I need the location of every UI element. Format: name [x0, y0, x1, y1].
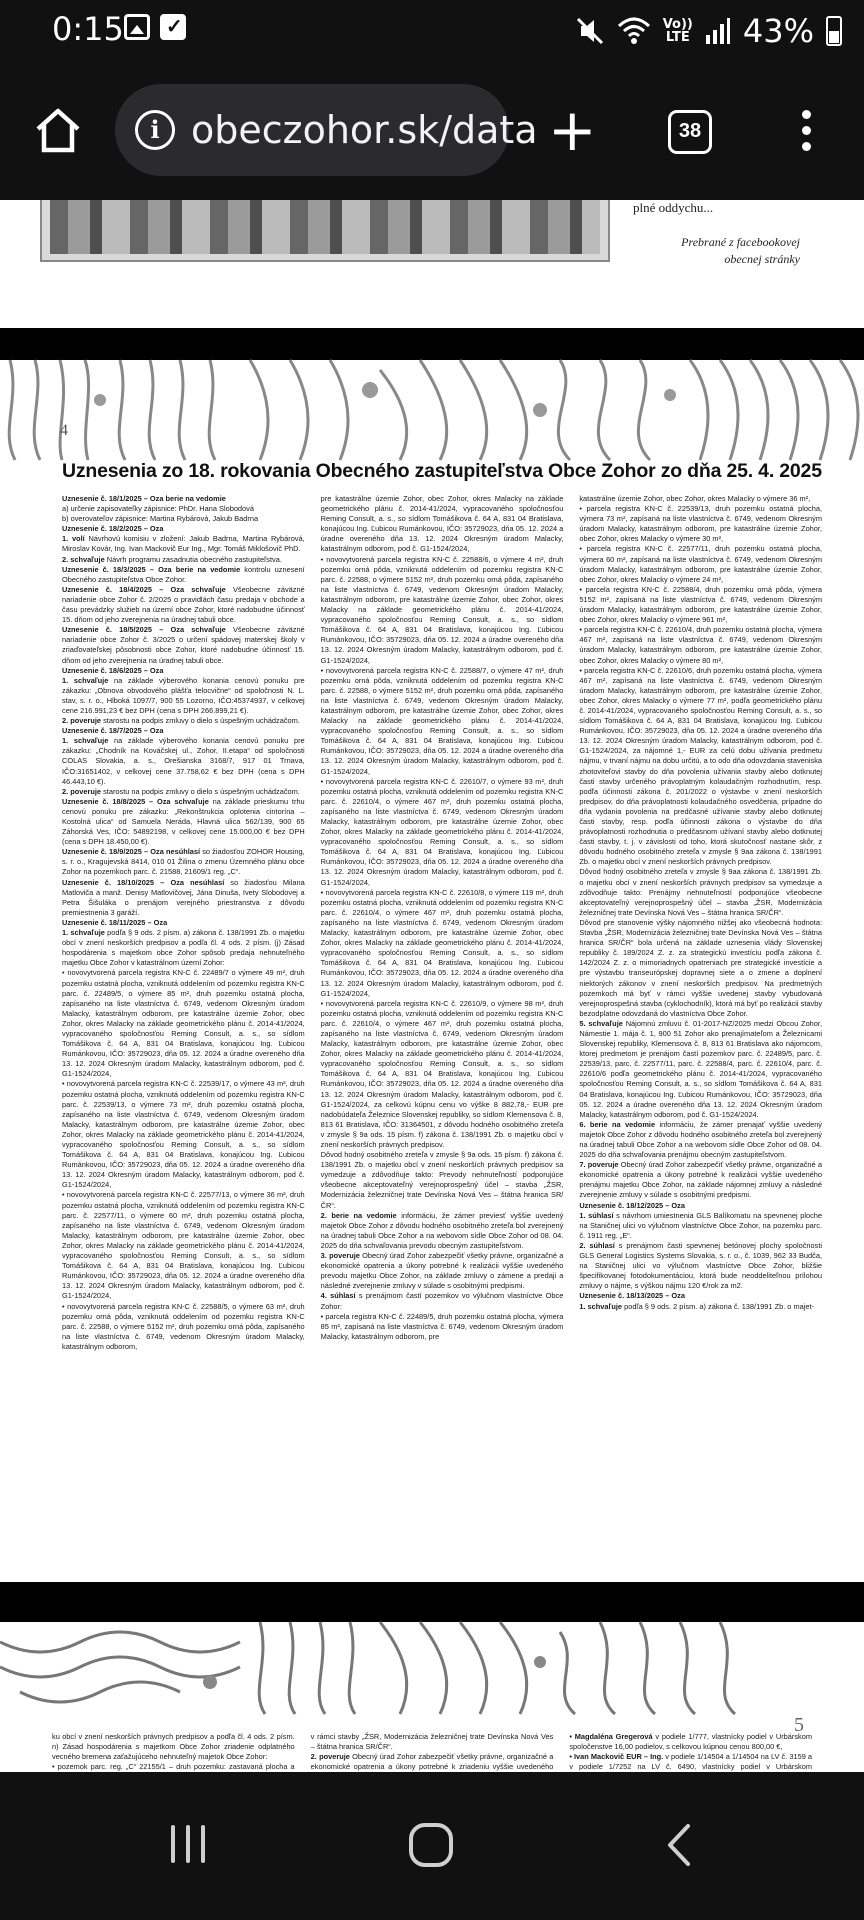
paragraph-bold: Uznesenie č. 18/8/2025 – Oza schvaľuje	[62, 796, 209, 806]
paragraph-text: • parcela registra KN-C č. 22539/13, druh pozemku ostatná plocha, výmera 73 m², zapísaná na liste vlastníctva č. 6749, vedenom Okresným úradom Malacky, katastrálnym odborom, pre katastrálne územie Zohor, obec Zohor, okres Malacky o výmere 30 m²,	[579, 504, 823, 544]
paragraph	[62, 968, 305, 1079]
paragraph	[62, 494, 305, 504]
paragraph-text: so žiadosťou Milana Matloviča a manž. Denisy Matlovičovej, Jána Dinuša, Ivety Slobodovej a Petra Šišuláka o prenájom verejného priestranstva z dôvodu premiestnenia 3 garáží.	[62, 877, 305, 917]
paragraph-text: s návrhom umiestnenia GLS Balíkomatu na spevnenej ploche na Staničnej ulici vo výlučnom vlastníctve Obce Zohor, na pozemku parc. č. 1911 reg. „E“.	[579, 1210, 823, 1240]
paragraph-bold: Uznesenie č. 18/6/2025 – Oza	[62, 665, 164, 675]
paragraph-bold: 5. schvaľuje	[579, 1018, 623, 1028]
article-column-1	[62, 494, 305, 1566]
paragraph-text: Návrh programu zasadnutia obecného zastupiteľstva.	[104, 554, 282, 564]
paragraph-bold: 1. schvaľuje	[62, 675, 109, 685]
paragraph-text: Dôvod hodný osobitného zreteľa v zmysle § 9aa zákona č. 138/1991 Zb. o majetku obcí v znení neskorších právnych predpisov sa vymedzuje a zdôvodňuje takto: Prenájmy nehnuteľností podporujúce všeobecne akceptovateľný verejnoprospešný účel – stavba „ŽSR, Modernizácia železničnej trate Devínska Nová Ves – štátna hranica SR/ČR“.	[579, 867, 823, 917]
battery-icon	[826, 16, 842, 46]
paragraph	[62, 1302, 305, 1352]
paragraph-bold: Uznesenie č. 18/9/2025 – Oza nesúhlasí	[62, 847, 201, 857]
paragraph	[62, 736, 305, 786]
paragraph	[62, 555, 305, 565]
paragraph-text: Obecný úrad Zohor zabezpečiť všetky právne, organizačné a ekonomické opatrenia a úkony potrebné k realizácii vyššie uvedeného prenájmu majetku Obce Zohor, na základe nájomnej zmluvy a následné zverejnenie zmluvy v súlade s osobitnými predpismi.	[579, 1160, 823, 1200]
paragraph	[579, 1291, 822, 1301]
paragraph-bold: Uznesenie č. 18/12/2025 – Oza	[579, 1200, 685, 1210]
system-nav-bar	[0, 1772, 864, 1920]
tab-switcher-button[interactable]: 38	[668, 110, 712, 154]
volte-label: Vo))	[662, 17, 693, 32]
paragraph-bold: Uznesenie č. 18/10/2025 – Oza nesúhlasí	[62, 877, 225, 887]
paragraph-text: na základe výberového konania cenovú ponuku pre zákazku: „Obnova obvodového plášťa telocvične“ od spoločnosti N. L. stav, s. r. o., Hlboká 1097/7, 900 55 Lozorno, IČO:45374937, v celkovej cene 216.991,23 € bez DPH (cena s DPH 266.899,21 €).	[62, 675, 305, 715]
back-icon[interactable]	[660, 1822, 700, 1868]
paragraph	[579, 1201, 822, 1211]
mute-icon	[575, 16, 605, 46]
paragraph-text: s prenájmom časti spevnenej betónovej plochy spoločnosti GLS General Logistics Systems Slovakia, s. r. o., č. 1039, 962 33 Budča, na Staničnej ulici vo výlučnom vlastníctve Obce Zohor, bližšie špecifikovanej fotodokumentáciou, ktorá bude neoddeliteľnou prílohou zmluvy o nájme, s výškou nájmu 120 €/rok za m2.	[579, 1240, 823, 1291]
url-text[interactable]: obeczohor.sk/data	[191, 108, 538, 152]
wifi-icon	[617, 16, 651, 46]
page-number-left: 4	[60, 422, 68, 439]
paragraph-bold: Uznesenie č. 18/7/2025 – Oza	[62, 726, 164, 736]
paragraph-text: a) určenie zapisovateľky zápisnice: PhDr. Hana Slobodová	[62, 504, 254, 514]
page-viewport[interactable]	[0, 200, 864, 1772]
site-info-icon[interactable]: i	[135, 110, 175, 150]
paragraph-text: • novovytvorená parcela registra KN-C č. 22489/7 o výmere 49 m², druh pozemku ostatná plocha, vzniknutá oddelením od pozemku registra KN-C parc. č. 22489/5, o výmere 85 m², druh pozemku ostatná plocha, zapísaného na liste vlastníctva č. 6749, vedenom Okresným úradom Malacky, katastrálnym odborom, pre katastrálne územie Zohor, obec Zohor, okres Malacky na základe geometrického plánu č. 2014-41/2024, vypracovaného spoločnosťou Reming Consult, a. s., so sídlom Tomášikova č. 64 A, 831 04 Bratislava, konajúcou Ing. Ľubicou Rumánkovou, IČO: 35729023, dňa 05. 12. 2024 a úradne overeného dňa 13. 12. 2024 Okresným úradom Malacky, katastrálnym odborom, pod č. G1-1524/2024,	[62, 968, 305, 1079]
paragraph-text: • pozemok parc. reg. „C“ 22155/1 – druh pozemku: zastavaná plocha a	[52, 1762, 295, 1772]
paragraph-text: • novovytvorená parcela registra KN-C č. 22588/7, o výmere 47 m², druh pozemku orná pôda, vzniknutá oddelením od pozemku registra KN-C parc. č. 22588, o výmere 5152 m², druh pozemku orná pôda, zapísaného na liste vlastníctva č. 6749, vedenom Okresným úradom Malacky, katastrálnym odborom, pre katastrálne územie Zohor, obec Zohor, okres Malacky na základe geometrického plánu č. 2014-41/2024, vypracovaného spoločnosťou Reming Consult, a. s., so sídlom Tomášikova č. 64 A, 831 04 Bratislava, konajúcou Ing. Ľubicou Rumánkovou, IČO: 35729023, dňa 05. 12. 2024 a úradne overeného dňa 13. 12. 2024 Okresným úradom Malacky, katastrálnym odborom, pod č. G1-1524/2024,	[320, 665, 564, 776]
paragraph	[321, 888, 564, 999]
paragraph	[62, 666, 305, 676]
paragraph	[569, 1732, 812, 1752]
paragraph-bold: Uznesenie č. 18/1/2025 – Oza berie na vedomie	[62, 494, 226, 503]
paragraph	[579, 504, 822, 544]
paragraph-text: ku obcí v znení neskorších právnych predpisov a podľa čl. 4 ods. 2 písm. n) Zásad hospodárenia s majetkom Obce Zohor zriadenie odplatného vecného bremena zaťažujúceho nehnuteľný majetok Obce Zohor:	[52, 1732, 295, 1762]
paragraph	[579, 1241, 822, 1291]
page-gap	[0, 1582, 864, 1622]
paragraph	[321, 1312, 564, 1342]
paragraph	[62, 625, 305, 665]
home-icon[interactable]	[30, 102, 86, 158]
paragraph	[321, 555, 564, 666]
paragraph	[62, 504, 305, 514]
paragraph-text: starostu na podpis zmluvy o dielo s úspešným uchádzačom.	[101, 716, 300, 726]
page-number-right: 5	[794, 1714, 804, 1736]
status-bar	[0, 0, 864, 62]
paragraph-bold: 3. poveruje	[320, 1251, 360, 1261]
paragraph	[321, 1150, 564, 1211]
paragraph	[62, 534, 305, 554]
paragraph	[579, 1120, 822, 1160]
paragraph-text: na základe prieskumu trhu cenovú ponuku pre zákazku: „Rekonštrukcia oplotenia cintorína – Kostolná ulica“ od Samuela Neráda, Hlavná ulica 562/139, 900 65 Záhorská Ves, IČO: 54892198, v celkovej cene 15.000,00 € bez DPH (cena s DPH 18.450,00 €).	[62, 796, 305, 847]
status-time: 0:15	[52, 10, 124, 48]
paragraph	[321, 777, 564, 888]
paragraph	[62, 585, 305, 625]
paragraph	[579, 1160, 822, 1200]
previous-page-strip	[0, 200, 864, 328]
paragraph	[311, 1732, 554, 1752]
paragraph-bold: 2. poveruje	[310, 1752, 350, 1762]
paragraph-text: Obecný úrad Zohor zabezpečiť všetky právne, organizačné a ekonomické opatrenia a úkony potrebné k realizácii vyššie uvedeného prevodu majetku Obce Zohor, na základe zmluvy o zámene a predaji a následné zverejnenie zmluvy v súlade s osobitnými predpismi.	[320, 1251, 564, 1291]
paragraph-bold: Uznesenie č. 18/5/2025 – Oza schvaľuje	[62, 625, 226, 635]
image-notification-icon	[124, 14, 150, 40]
paragraph-text: b) overovateľov zápisnice: Martina Rybárová, Jakub Badrna	[62, 514, 259, 524]
paragraph	[579, 918, 822, 1019]
paragraph-bold: 2. poveruje	[62, 716, 102, 726]
more-menu-icon[interactable]	[796, 110, 816, 156]
paragraph-text: informáciu, že zámer previesť vyššie uvedený majetok Obce Zohor z dôvodu hodného osobitného zreteľa bol zverejnený na úradnej tabuli Obce Zohor a na webovom sídle Obce Zohor od 08. 04. 2025 do dňa schvaľovania prevodu obecným zastupiteľstvom.	[320, 1210, 564, 1250]
network-type	[663, 18, 693, 44]
paragraph-bold: 4. súhlasí	[320, 1291, 356, 1301]
paragraph-text: • novovytvorená parcela registra KN-C č. 22588/6, o výmere 4 m², druh pozemku orná pôda, vzniknutá oddelením od pozemku registra KN-C parc. č. 22588, o výmere 5152 m², druh pozemku orná pôda, zapísaného na liste vlastníctva č. 6749, vedenom Okresným úradom Malacky, katastrálnym odborom, pre katastrálne územie Zohor, obec Zohor, okres Malacky na základe geometrického plánu č. 2014-41/2024, vypracovaného spoločnosťou Reming Consult, a. s., so sídlom Tomášikova č. 64 A, 831 04 Bratislava, konajúcou Ing. Ľubicou Rumánkovou, IČO: 35729023, dňa 05. 12. 2024 a úradne overeného dňa 13. 12. 2024 Okresným úradom Malacky, katastrálnym odborom, pod č. G1-1524/2024,	[320, 554, 564, 665]
paragraph	[52, 1732, 295, 1762]
paragraph-text: kontrolu uznesení Obecného zastupiteľstva Obce Zohor.	[62, 564, 305, 584]
paragraph-text: v podiele 1/14504 a 1/14504 na LV č. 3159 a v podiele 1/7252 na LV č. 6490, vlastnícky podiel v Urbárskom	[569, 1752, 813, 1772]
paragraph	[321, 1211, 564, 1251]
paragraph-text: v podiele 1/777, vlastnícky podiel v Urbárskom spoločenstve 16,00 podielov, s celkovou kúpnou cenou 800,00 €,	[569, 1732, 813, 1752]
checkbox-notification-icon	[160, 14, 186, 40]
paragraph-text: informáciu, že zámer prenajať vyššie uvedený majetok Obce Zohor z dôvodu hodného osobitného zreteľa bol zverejnený na úradnej tabuli Obce Zohor a na webovom sídle Obce Zohor od 08. 04. 2025 do dňa schvaľovania prenájmu obecným zastupiteľstvom.	[579, 1119, 823, 1160]
paragraph	[579, 544, 822, 584]
paragraph	[579, 666, 822, 868]
paragraph-bold: • Magdaléna Gregerová	[569, 1732, 653, 1741]
paragraph-text: na základe výberového konania cenovú ponuku pre zákazku: „Chodník na Kováčskej ul., Zohor, II.etapa“ od spoločnosti COLAS Slovakia, a. s., Orešianska 3168/7, 917 01 Trnava, IČO:31651402, v celkovej cene 37.758,62 € bez DPH (cena s DPH 46.443,10 €).	[62, 736, 305, 786]
paragraph-text: Dôvod pre stanovenie výšky nájomného nižšej ako všeobecná hodnota: Stavba „ŽSR, Modernizácia železničnej trate Devínska Nová Ves – štátna hranica SR/ČR“ bola určená na základe uznesenia vlády Slovenskej republiky č. 189/2024 Z. z. za strategickú investíciu podľa zákona č. 142/2024 Z. z. o mimoriadnych opatreniach pre strategické investície a pre výstavbu transeurópskej dopravnej siete a o zmene a doplnení niektorých zákonov v znení neskorších predpisov. Na predmetných pozemkoch má byť v rámci vyššie uvedenej stavby vybudovaná verejnoprospešná stavba (cyklochodník), ktorá má byť po realizácii stavby bezodplatne odovzdaná do vlastníctva Obce Zohor.	[579, 917, 823, 1018]
paragraph-text: Dôvod hodný osobitného zreteľa v zmysle § 9a ods. 15 písm. f) zákona č. 138/1991 Zb. o majetku obcí v znení neskorších právnych predpisov sa vymedzuje a zdôvodňuje takto: Prevody nehnuteľností podporujúce všeobecne akceptovateľný verejnoprospešný účel – stavba „ŽSR, Modernizácia železničnej trate Devínska Nová Ves – štátna hranica SR/ČR“.	[320, 1150, 564, 1210]
paragraph-text: podľa § 9 ods. 2 písm. a) zákona č. 138/1991 Zb. o majetku obcí v znení neskorších predpisov a podľa čl. 4 ods. 2 písm. (j) Zásad hospodárenia s majetkom obce Zohor spôsob predaja nehnuteľného majetku Obce Zohor v katastrálnom území Zohor:	[62, 928, 305, 968]
lte-label: LTE	[665, 30, 690, 45]
paragraph-bold: Uznesenie č. 18/3/2025 – Oza berie na vedomie	[62, 564, 241, 574]
paragraph-text: Nájomnú zmluvu č. 01-2017-NZ/2025 medzi Obcou Zohor, Námestie 1. mája č. 1, 900 51 Zohor ako prenajímateľom a Železnicami Slovenskej republiky, Klemensova č. 8, 813 61 Bratislava ako nájomcom, ktorej predmetom je prenájom častí pozemkov parc. č. 22489/5, parc. č. 22539/13, parc. č. 22577/11, parc. č. 22588/4, parc. č. 22610/4, parc. č. 22610/6 podľa geometrického plánu č. 2014-41/2024, vypracovaného spoločnosťou Reming Consult, a. s., so sídlom Tomášikova č. 64 A, 831 04 Bratislava, konajúcou Ing. Ľubicou Rumánkovou, IČO: 35729023, dňa 05. 12. 2024 a úradne overeného dňa 13. 12. 2024 Okresným úradom Malacky, katastrálnym odborom, pod č. G1-1524/2024.	[579, 1018, 823, 1119]
paragraph-bold: Uznesenie č. 18/2/2025 – Oza	[62, 524, 164, 534]
photo-caption: plné oddychu...	[633, 200, 714, 215]
paragraph-text: Všeobecne záväzné nariadenie obce Zohor č. 3/2025 o určení spádovej materskej školy v zriaďovateľskej pôsobnosti obce Zohor, ktoré nadobudne účinnosť 15. dňom od jeho zverejnenia na úradnej tabuli obce.	[62, 625, 305, 665]
paragraph	[579, 585, 822, 625]
paragraph-text: • novovytvorená parcela registra KN-C č. 22577/13, o výmere 36 m², druh pozemku ostatná plocha, vzniknutá oddelením od pozemku registra KN-C parc. č. 22577/11, o výmere 60 m², druh pozemku ostatná plocha, zapísaného na liste vlastníctva č. 6749, vedenom Okresným úradom Malacky, katastrálnym odborom, pre katastrálne územie Zohor, obec Zohor, okres Malacky na základe geometrického plánu č. 2014-41/2024, vypracovaného spoločnosťou Reming Consult, a. s., so sídlom Tomášikova č. 64 A, 831 04 Bratislava, konajúcou Ing. Ľubicou Rumánkovou, IČO: 35729023, dňa 05. 12. 2024 a úradne overeného dňa 13. 12. 2024 Okresným úradom Malacky, katastrálnym odborom, pod č. G1-1524/2024,	[62, 1190, 305, 1301]
paragraph	[321, 1291, 564, 1311]
paragraph	[62, 716, 305, 726]
paragraph	[62, 524, 305, 534]
paragraph-text: • novovytvorená parcela registra KN-C č. 22588/5, o výmere 63 m², druh pozemku orná pôda, vzniknutá oddelením od pozemku registra KN-C parc. č. 22588, o výmere 5152 m², druh pozemku orná pôda, zapísaného na liste vlastníctva č. 6749, vedenom Okresným úradom Malacky, katastrálnym odborom,	[62, 1301, 305, 1351]
paragraph-bold: 7. poveruje	[579, 1160, 619, 1170]
paragraph	[62, 797, 305, 847]
paragraph-text: katastrálne územie Zohor, obec Zohor, okres Malacky o výmere 36 m²,	[579, 494, 811, 503]
paragraph	[579, 1302, 822, 1312]
paragraph-bold: 1. schvaľuje	[579, 1301, 623, 1311]
paragraph-text: podľa § 9 ods. 2 písm. a) zákona č. 138/1991 Zb. o majet-	[622, 1301, 815, 1311]
paragraph	[579, 625, 822, 665]
paragraph	[62, 878, 305, 918]
paragraph-text: s prenájmom častí pozemkov vo výlučnom vlastníctve Obce Zohor:	[320, 1291, 564, 1311]
paragraph-bold: Uznesenie č. 18/4/2025 – Oza schvaľuje	[62, 584, 226, 594]
paragraph	[62, 928, 305, 968]
recent-apps-icon[interactable]	[168, 1825, 208, 1865]
article-column-2	[321, 494, 564, 1566]
decorative-doodle-footer	[0, 1622, 864, 1714]
article-columns	[62, 494, 822, 1566]
paragraph-text: • parcela registra KN-C č. 22610/4, druh pozemku ostatná plocha, výmera 467 m², zapísaná na liste vlastníctva č. 6749, vedenom Okresným úradom Malacky, katastrálnym odborom, pre katastrálne územie Zohor, obec Zohor, okres Malacky o výmere 80 m²,	[579, 625, 823, 665]
paragraph	[321, 666, 564, 777]
paragraph	[321, 1251, 564, 1291]
paragraph-text: • novovytvorená parcela registra KN-C č. 22610/9, o výmere 98 m², druh pozemku ostatná plocha, vzniknutá oddelením od pozemku registra KN-C parc. č. 22610/4, o výmere 467 m², druh pozemku ostatná plocha, zapísaného na liste vlastníctva č. 6749, vedenom Okresným úradom Malacky, katastrálnym odborom, pre katastrálne územie Zohor, obec Zohor, okres Malacky na základe geometrického plánu č. 2014-41/2024, vypracovaného spoločnosťou Reming Consult, a. s., so sídlom Tomášikova č. 64 A, 831 04 Bratislava, konajúcou Ing. Ľubicou Rumánkovou, IČO: 35729023, dňa 05. 12. 2024 a úradne overeného dňa 13. 12. 2024 Okresným úradom Malacky, katastrálnym odborom, pod č. G1-1524/2024, za celkovú kúpnu cenu vo výške 8 882,78,- EUR pre nadobúdateľa Železnice Slovenskej republiky, so sídlom Klemensova č. 8, 813 61 Bratislava, IČO: 31364501, z dôvodu hodného osobitného zreteľa v zmysle § 9a ods. 15 písm. f) zákona č. 138/1991 Zb. o majetku obcí v znení neskorších právnych predpisov.	[320, 998, 564, 1149]
paragraph	[62, 1079, 305, 1190]
paragraph-bold: 1. schvaľuje	[62, 928, 105, 938]
notification-icons	[124, 14, 186, 40]
paragraph-text: so žiadosťou ZOHOR Housing, s. r. o., Kragujevská 8414, 010 01 Žilina o zmenu Územného plánu obce Zohor na pozemkoch parc. č. 21588, 21609/1 reg. „C“.	[62, 847, 305, 877]
paragraph-text: • parcela registra KN-C č. 22489/5, druh pozemku ostatná plocha, výmera 85 m², zapísaná na liste vlastníctva č. 6749, vedenom Okresným úradom Malacky, katastrálnym odborom, pre	[320, 1311, 564, 1341]
paragraph	[321, 999, 564, 1150]
paragraph	[62, 565, 305, 585]
paragraph-text: starostu na podpis zmluvy o dielo s úspešným uchádzačom.	[101, 786, 300, 796]
paragraph-text: • parcela registra KN-C č. 22588/4, druh pozemku orná pôda, výmera 5152 m², zapísaná na liste vlastníctva č. 6749, vedenom Okresným úradom Malacky, katastrálnym odborom, pre katastrálne územie Zohor, obec Zohor, okres Malacky o výmere 961 m²,	[579, 584, 823, 625]
paragraph-text: Obecný úrad Zohor zabezpečiť všetky právne, organizačné a ekonomické opatrenia a úkony potrebné k zriadeniu vyššie uvedeného	[310, 1752, 554, 1772]
new-tab-button[interactable]: +	[548, 96, 597, 164]
paragraph-bold: 6. berie na vedomie	[579, 1119, 656, 1129]
paragraph-bold: 2. berie na vedomie	[320, 1210, 397, 1220]
decorative-doodle-header	[0, 360, 864, 460]
paragraph-bold: 2. súhlasí	[579, 1240, 615, 1250]
paragraph-text: Všeobecne záväzné nariadenie obce Zohor č. 2/2025 o pravidlách času predaja v obchode a času prevádzky služieb na území obce Zohor, ktoré nadobudne účinnosť 15. dňom od jeho zverejnenia na úradnej tabuli obce.	[62, 584, 305, 625]
newsletter-page-next	[0, 1622, 864, 1772]
paragraph	[62, 514, 305, 524]
paragraph	[62, 726, 305, 736]
paragraph	[579, 494, 822, 504]
browser-toolbar	[0, 62, 864, 200]
paragraph-text: • parcela registra KN-C č. 22577/11, druh pozemku ostatná plocha, výmera 60 m², zapísaná na liste vlastníctva č. 6749, vedenom Okresným úradom Malacky, katastrálnym odborom, pre katastrálne územie Zohor, obec Zohor, okres Malacky o výmere 24 m²,	[579, 544, 823, 584]
paragraph	[62, 847, 305, 877]
paragraph-bold: Uznesenie č. 18/11/2025 – Oza	[62, 917, 168, 927]
paragraph-text: • novovytvorená parcela registra KN-C č. 22610/8, o výmere 119 m², druh pozemku ostatná plocha, vzniknutá oddelením od pozemku registra KN-C parc. č. 22610/4, o výmere 467 m², druh pozemku ostatná plocha, zapísaného na liste vlastníctva č. 6749, vedenom Okresným úradom Malacky, katastrálnym odborom, pre katastrálne územie Zohor, obec Zohor, okres Malacky na základe geometrického plánu č. 2014-41/2024, vypracovaného spoločnosťou Reming Consult, a. s., so sídlom Tomášikova č. 64 A, 831 04 Bratislava, konajúcou Ing. Ľubicou Rumánkovou, IČO: 35729023, dňa 05. 12. 2024 a úradne overeného dňa 13. 12. 2024 Okresným úradom Malacky, katastrálnym odborom, pod č. G1-1524/2024,	[320, 887, 564, 998]
photo-credit-line2: obecnej stránky	[724, 252, 800, 266]
paragraph-text: v rámci stavby „ŽSR, Modernizácia železničnej trate Devínska Nová Ves – štátna hranica SR/ČR“.	[310, 1732, 554, 1752]
newsletter-page	[0, 360, 864, 1582]
paragraph-text: • novovytvorená parcela registra KN-C č. 22610/7, o výmere 93 m², druh pozemku ostatná plocha, vzniknutá oddelením od pozemku registra KN-C parc. č. 22610/4, o výmere 467 m², druh pozemku ostatná plocha, zapísaného na liste vlastníctva č. 6749, vedenom Okresným úradom Malacky, katastrálnym odborom, pre katastrálne územie Zohor, obec Zohor, okres Malacky na základe geometrického plánu č. 2014-41/2024, vypracovaného spoločnosťou Reming Consult, a. s., so sídlom Tomášikova č. 64 A, 831 04 Bratislava, konajúcou Ing. Ľubicou Rumánkovou, IČO: 35729023, dňa 05. 12. 2024 a úradne overeného dňa 13. 12. 2024 Okresným úradom Malacky, katastrálnym odborom, pod č. G1-1524/2024,	[320, 776, 564, 887]
paragraph	[579, 1019, 822, 1120]
home-nav-icon[interactable]	[409, 1823, 453, 1867]
paragraph	[62, 918, 305, 928]
address-bar[interactable]	[115, 84, 538, 176]
paragraph-bold: • Ivan Mackovič EUR – Ing.	[569, 1752, 664, 1762]
paragraph-text: • novovytvorená parcela registra KN-C č. 22539/17, o výmere 43 m², druh pozemku ostatná plocha, vzniknutá oddelením od pozemku registra KN-C parc. č. 22539/13, o výmere 73 m², druh pozemku ostatná plocha, zapísaného na liste vlastníctva č. 6749, vedenom Okresným úradom Malacky, katastrálnym odborom, pre katastrálne územie Zohor, obec Zohor, okres Malacky na základe geometrického plánu č. 2014-41/2024, vypracovaného spoločnosťou Reming Consult, a. s., so sídlom Tomášikova č. 64 A, 831 04 Bratislava, konajúcou Ing. Ľubicou Rumánkovou, IČO: 35729023, dňa 05. 12. 2024 a úradne overeného dňa 13. 12. 2024 Okresným úradom Malacky, katastrálnym odborom, pod č. G1-1524/2024,	[62, 1079, 305, 1190]
paragraph	[579, 867, 822, 917]
paragraph	[62, 1190, 305, 1301]
paragraph	[579, 1211, 822, 1241]
paragraph-text: Návrhovú komisiu v zložení: Jakub Badrna, Martina Rybárová, Miroslav Kovár, Ing. Ivan Mackovič Eur Ing., Mgr. Tomáš Miklošovič PhD.	[62, 534, 305, 554]
paragraph	[62, 676, 305, 716]
article-column-3	[579, 494, 822, 1566]
status-right	[575, 12, 842, 50]
paragraph-bold: 1. schvaľuje	[62, 736, 109, 746]
article-title: Uznesenia zo 18. rokovania Obecného zastupiteľstva Obce Zohor zo dňa 25. 4. 2025	[62, 460, 822, 482]
photo-credit-line1: Prebrané z facebookovej	[681, 235, 800, 249]
paragraph-bold: 1. súhlasí	[579, 1210, 614, 1220]
paragraph-bold: Uznesenie č. 18/13/2025 – Oza	[579, 1291, 685, 1301]
paragraph	[321, 494, 564, 555]
facebook-photo	[40, 200, 610, 262]
paragraph-bold: 2. poveruje	[62, 786, 102, 796]
paragraph	[62, 787, 305, 797]
battery-percent: 43%	[742, 12, 814, 50]
paragraph-text: pre katastrálne územie Zohor, obec Zohor, okres Malacky na základe geometrického plánu č. 2014-41/2024, vypracovaného spoločnosťou Reming Consult, a. s., so sídlom Tomášikova č. 64 A, 831 04 Bratislava, konajúcou Ing. Ľubicou Rumánkovou, IČO: 35729023, dňa 05. 12. 2024 a úradne overeného dňa 13. 12. 2024 Okresným úradom Malacky, katastrálnym odborom, pod č. G1-1524/2024,	[320, 494, 564, 554]
paragraph-text: • parcela registra KN-C č. 22610/6, druh pozemku ostatná plocha, výmera 467 m², zapísaná na liste vlastníctva č. 6749, vedenom Okresným úradom Malacky, katastrálnym odborom, pre katastrálne územie Zohor, obec Zohor, okres Malacky o výmere 77 m², podľa geometrického plánu č. 2014-41/2024, vypracovaného spoločnosťou Reming Consult, a. s., so sídlom Tomášikova č. 64 A, 831 04 Bratislava, konajúcou Ing. Ľubicou Rumánkovou, IČO: 35729023, dňa 05. 12. 2024 a úradne overeného dňa 13. 12. 2024 Okresným úradom Malacky, katastrálnym odborom, pod č. G1-1524/2024, za nájomné 1,- EUR za celú dobu užívania predmetu nájmu, v trvaní nájmu na dobu určitú, a to odo dňa odovzdania staveniska zhotoviteľovi stavby do dňa povolenia užívania stavby alebo dotknutej časti stavby určeného právoplatným kolaudačným rozhodnutím, resp. podľa účinnosti zákona č. 201/2022 o výstavbe v znení neskorších predpisov, do dňa právoplatnosti kolaudačného osvedčenia, prípadne do dňa vydania povolenia na predčasné užívanie stavby alebo dotknutej časti stavby, resp. podľa účinnosti zákona o výstavbe do dňa právoplatnosti rozhodnutia o predčasnom užívaní stavby alebo dotknutej časti stavby, t. j. v závislosti od toho, ktorá skutočnosť nastane skôr, z dôvodu hodného osobitného zreteľa v zmysle § 9aa zákona č. 138/1991 Zb. o majetku obcí v znení neskorších právnych predpisov.	[579, 665, 823, 867]
paragraph-bold: 1. volí	[62, 534, 85, 544]
photo-credit	[681, 234, 800, 268]
signal-icon	[705, 17, 731, 45]
paragraph-bold: 2. schvaľuje	[62, 554, 105, 564]
